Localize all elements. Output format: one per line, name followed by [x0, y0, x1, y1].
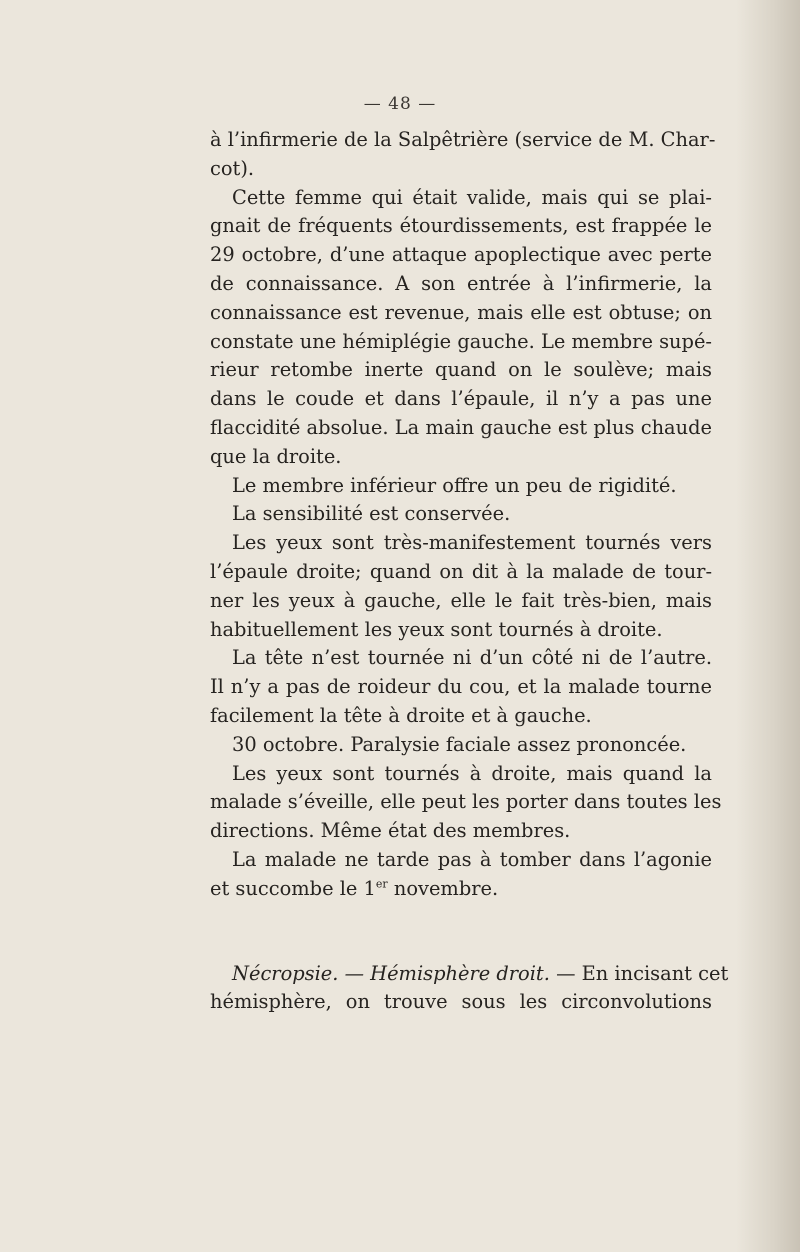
- text-line: dans le coude et dans l’épaule, il n’y a pas une: [210, 387, 712, 411]
- text-line: La sensibilité est conservée.: [232, 502, 511, 526]
- text-line: Les yeux sont tournés à droite, mais quand la: [232, 761, 712, 785]
- text-line: Les yeux sont très-manifestement tournés vers: [232, 531, 712, 555]
- text-line: que la droite.: [210, 444, 342, 468]
- paragraph-gap: [210, 904, 712, 960]
- text-line: habituellement les yeux sont tournés à droite.: [210, 617, 663, 641]
- section-heading: Nécropsie. — Hémisphère droit.: [232, 961, 550, 985]
- text-line: flaccidité absolue. La main gauche est plus chaude: [210, 415, 712, 439]
- text-fragment: et succombe le 1: [210, 876, 376, 900]
- text-line: rieur retombe inerte quand on le soulève; mais: [210, 358, 712, 382]
- text-line: l’épaule droite; quand on dit à la malade de tour-: [210, 559, 712, 583]
- text-line: à l’infirmerie de la Salpêtrière (service de M. Char-: [210, 128, 716, 151]
- superscript: er: [375, 877, 388, 891]
- text-line: La malade ne tarde pas à tomber dans l’agonie: [232, 847, 712, 871]
- text-line: gnait de fréquents étourdissements, est frappée le: [210, 214, 712, 238]
- text-line: cot).: [210, 156, 255, 180]
- text-fragment: — En incisant cet: [549, 961, 729, 985]
- text-line: connaissance est revenue, mais elle est obtuse; on: [210, 300, 712, 324]
- text-line: Cette femme qui était valide, mais qui se plai-: [232, 185, 712, 209]
- page-number: — 48 —: [363, 94, 437, 114]
- text-line: Il n’y a pas de roideur du cou, et la malade tourne: [210, 675, 712, 699]
- page-edge-shadow: [736, 0, 800, 1252]
- text-line: hémisphère, on trouve sous les circonvolutions: [210, 990, 712, 1014]
- text-line: malade s’éveille, elle peut les porter dans toutes les: [210, 790, 722, 814]
- text-line: [210, 960, 729, 989]
- text-line: ner les yeux à gauche, elle le fait très-bien, mais: [210, 588, 712, 612]
- body-text: [210, 126, 729, 1017]
- text-line: directions. Même état des membres.: [210, 819, 571, 843]
- text-line: de connaissance. A son entrée à l’infirmerie, la: [210, 271, 712, 295]
- text-line: 29 octobre, d’une attaque apoplectique avec perte: [210, 243, 712, 267]
- text-line: facilement la tête à droite et à gauche.: [210, 703, 592, 727]
- text-line: 30 octobre. Paralysie faciale assez prononcée.: [232, 732, 687, 756]
- text-line: La tête n’est tournée ni d’un côté ni de l’autre.: [232, 646, 712, 670]
- text-line: constate une hémiplégie gauche. Le membre supé-: [210, 329, 712, 353]
- text-line: Le membre inférieur offre un peu de rigidité.: [232, 473, 677, 497]
- text-line: [210, 875, 712, 904]
- text-fragment: novembre.: [387, 876, 499, 900]
